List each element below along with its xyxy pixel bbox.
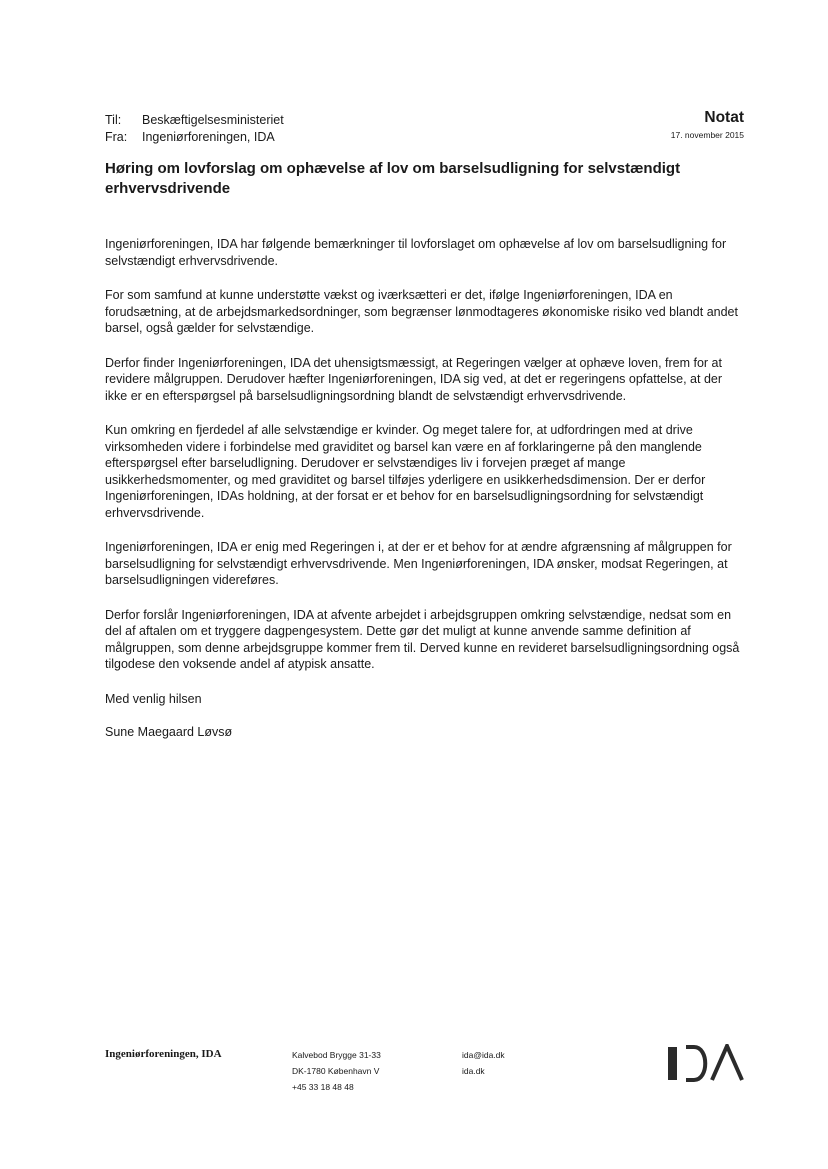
- document-body: [105, 236, 745, 758]
- paragraph: Ingeniørforeningen, IDA har følgende bemærkninger til lovforslaget om ophævelse af lov om barselsudligning for selvstændigt erhvervsdrivende.: [105, 237, 727, 268]
- closing-salutation: Med venlig hilsen: [105, 691, 202, 706]
- footer-organization: Ingeniørforeningen, IDA: [105, 1048, 222, 1060]
- document-type: Notat: [704, 109, 744, 126]
- paragraph: Derfor finder Ingeniørforeningen, IDA det uhensigtsmæssigt, at Regeringen vælger at ophæve loven, frem for at revidere målgruppen. Derudover hæfter Ingeniørforeningen, IDA sig ved, at det er regeringens opfattelse, at der ikke er en efterspørgsel på barselsudligningsordning blandt de selvstændigt erhvervsdrivende.: [105, 355, 723, 403]
- page-footer: [0, 1044, 828, 1094]
- document-type-block: [671, 109, 744, 141]
- paragraph: Kun omkring en fjerdedel af alle selvstændige er kvinder. Og meget talere for, at udfordringen med at drive virksomheden videre i forbindelse med graviditet og barsel kan være en af forklaringerne på den manglende efterspørgsel efter barseludligning. Derudover er selvstændiges liv i forvejen præget af mange usikkerhedsmomenter, og med graviditet og barsel tilføjes yderligere en usikkerhedsdimension. Der er derfor Ingeniørforeningen, IDAs holdning, at der forsat er et behov for en barselsudligningsordning for selvstændigt erhvervsdrivende.: [105, 423, 706, 520]
- recipient-row: [105, 112, 284, 129]
- paragraph: Ingeniørforeningen, IDA er enig med Regeringen i, at der er et behov for at ændre afgrænsning af målgruppen for barselsudligning for selvstændigt erhvervsdrivende. Men Ingeniørforeningen, IDA ønsker, modsat Regeringen, at barselsudligningen videreføres.: [105, 540, 732, 587]
- paragraph: For som samfund at kunne understøtte vækst og iværksætteri er det, ifølge Ingeniørforeningen, IDA en forudsætning, at de arbejdsmarkedsordninger, som begrænser lønmodtageres økonomiske risiko ved blandt andet barsel, også gælder for selvstændige.: [105, 288, 738, 335]
- footer-email: ida@ida.dk: [462, 1050, 505, 1060]
- address-block: [105, 112, 284, 146]
- ida-logo-icon: [666, 1044, 746, 1082]
- from-label: Fra:: [105, 130, 128, 144]
- sender-row: [105, 129, 284, 146]
- document-date: 17. november 2015: [670, 130, 744, 140]
- footer-contact: [462, 1047, 505, 1079]
- footer-city: DK-1780 København V: [292, 1066, 380, 1076]
- from-value: Ingeniørforeningen, IDA: [142, 130, 275, 144]
- document-title: Høring om lovforslag om ophævelse af lov om barselsudligning for selvstændigt erhvervsdrivende: [105, 160, 681, 197]
- footer-address: [292, 1047, 381, 1095]
- signature-name: Sune Maegaard Løvsø: [105, 725, 233, 739]
- footer-phone: +45 33 18 48 48: [292, 1082, 354, 1092]
- to-value: Beskæftigelsesministeriet: [142, 113, 284, 127]
- footer-street: Kalvebod Brygge 31-33: [292, 1050, 381, 1060]
- paragraph: Derfor forslår Ingeniørforeningen, IDA at afvente arbejdet i arbejdsgruppen omkring selvstændige, nedsat som en del af aftalen om et tryggere dagpengesystem. Dette gør det muligt at kunne anvende samme definition af målgruppen, som denne arbejdsgruppe kommer frem til. Derved kunne en revideret barselsudligningsordning også tilgodese den voksende andel af atypisk ansatte.: [105, 607, 740, 671]
- to-label: Til:: [105, 113, 122, 127]
- footer-website: ida.dk: [462, 1066, 485, 1076]
